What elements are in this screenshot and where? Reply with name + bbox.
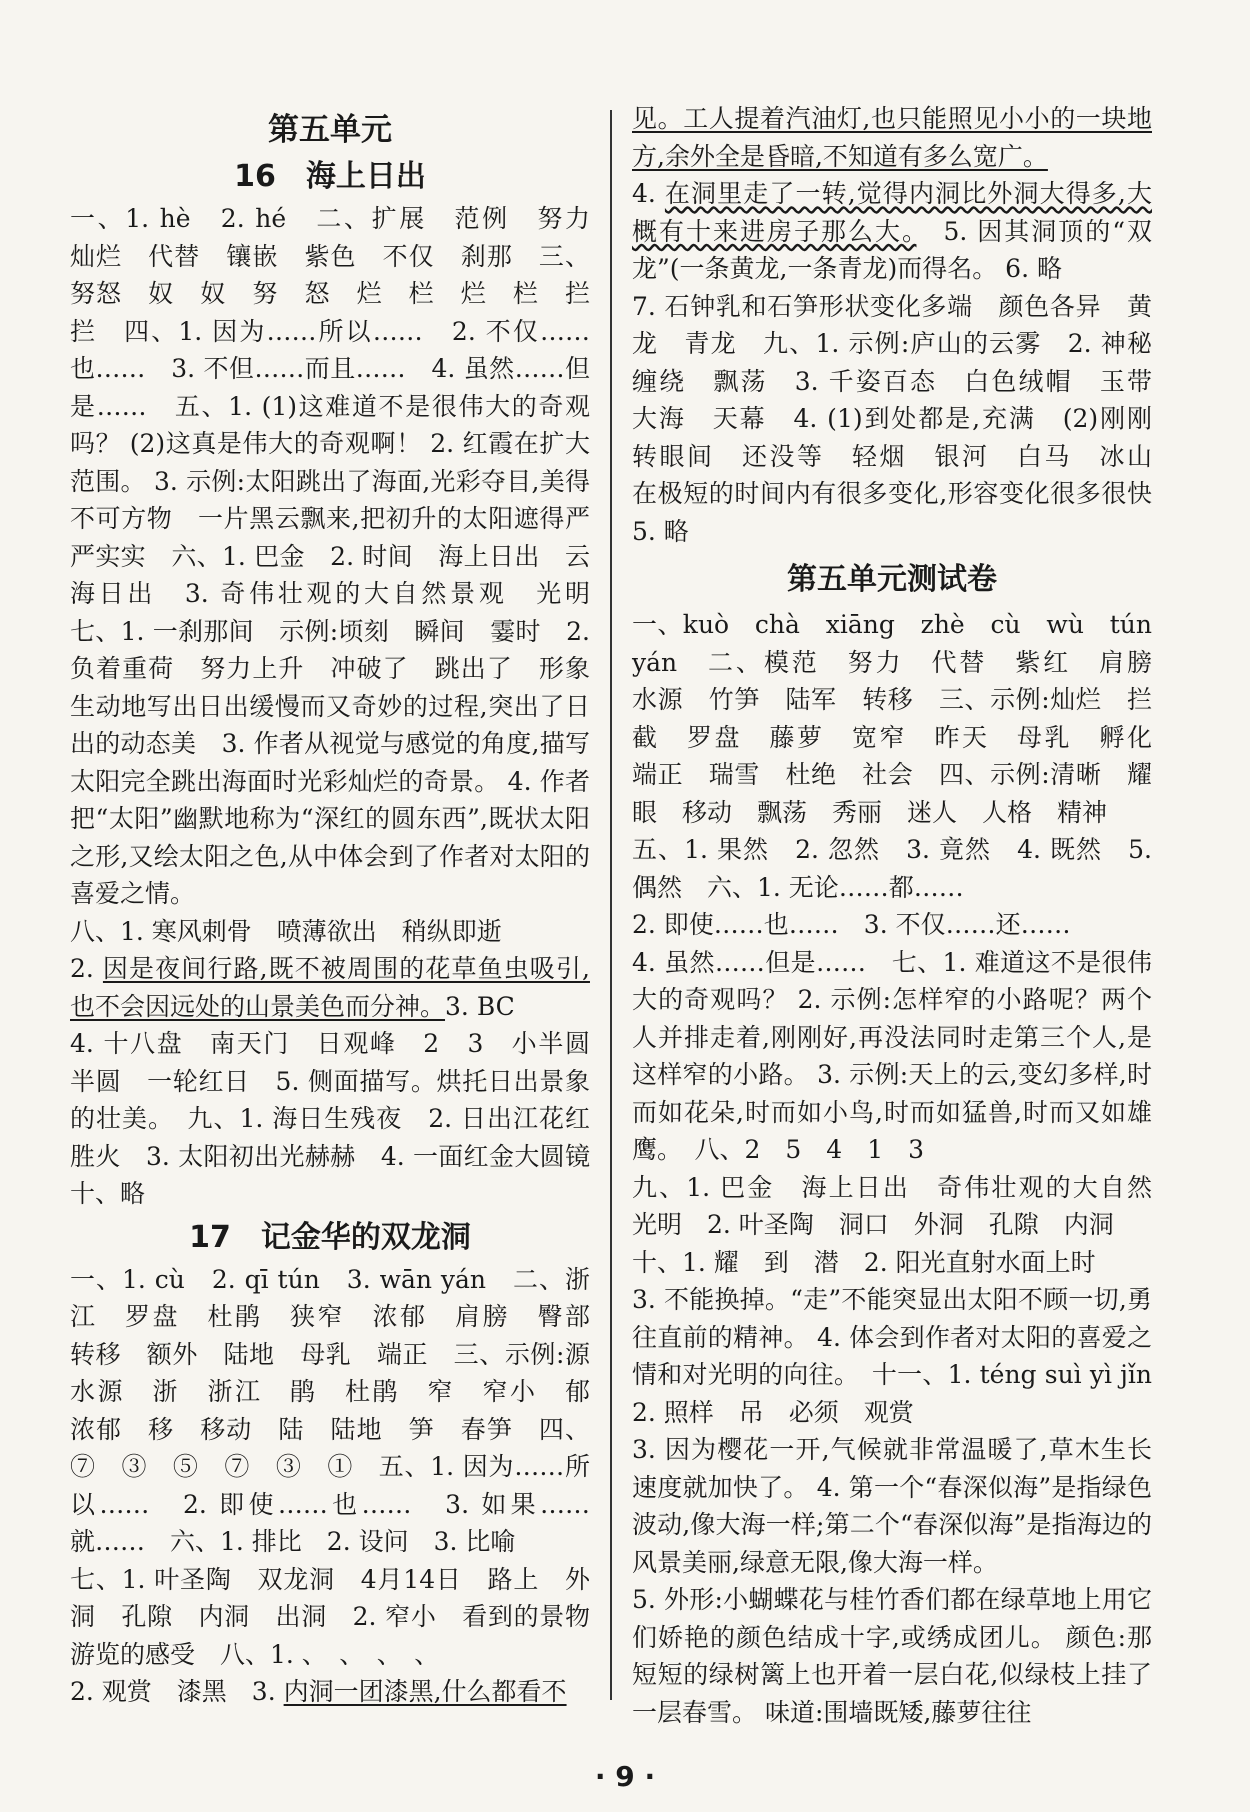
lesson-17-continued-2	[632, 175, 1152, 288]
answer-suffix: 5. 因其洞顶的“双龙”(一条黄龙,一条青龙)而得名。 6. 略	[632, 216, 1152, 283]
right-column	[632, 100, 1178, 1731]
test-answers-8: 3. 因为樱花一开,气候就非常温暖了,草木生长速度就加快了。 4. 第一个“春深似海”是指绿色波动,像大海一样;第二个“春深似海”是指海边的风景美丽,绿意无限,像大海一样。	[632, 1435, 1152, 1577]
wavy-underlined-answer: 在洞里走了一转,觉得内洞比外洞大得多,大概有十来进房子那么大。	[632, 179, 1152, 246]
test-answers-9: 5. 外形:小蝴蝶花与桂竹香们都在绿草地上用它们娇艳的颜色结成十字,或绣成团儿。 颜色:那短短的绿树篱上也开着一层白花,似绿枝上挂了一层春雪。 味道:围墙既矮,藤萝往往	[632, 1585, 1152, 1727]
underlined-answer: 因是夜间行路,既不被周围的花草鱼虫吸引,也不会因远处的山景美色而分神。	[70, 954, 590, 1021]
test-answers-1: 一、kuò chà xiāng zhè cù wù tún yán 二、模范 努力 代替 紫红 肩膀 水源 竹笋 陆军 转移 三、示例:灿烂 拦截 罗盘 藤萝 宽窄 昨天 母乳 孵化 端正 瑞雪 杜绝 社会 四、示例:清晰 耀眼 移动 飘荡 秀丽 迷人 人格 精神	[632, 610, 1178, 827]
answer-prefix: 2.	[70, 954, 103, 983]
lesson-17-answers-1: 一、1. cù 2. qī tún 3. wān yán 二、浙江 罗盘 杜鹃 狭窄 浓郁 肩膀 臀部 转移 额外 陆地 母乳 端正 三、示例:源 水源 浙 浙江 鹃 杜鹃 窄 窄小 郁 浓郁 移 移动 陆 陆地 笋 春笋 四、⑦ ③ ⑤ ⑦ ③ ① 五、1. 因为……所以…… 2. 即使……也…… 3. 如果……就…… 六、1. 排比 2. 设问 3. 比喻	[70, 1264, 616, 1556]
column-divider	[610, 110, 612, 1700]
underlined-answer: 内洞一团漆黑,什么都看不	[283, 1677, 567, 1706]
test-answers-3: 2. 即使……也…… 3. 不仅……还……	[632, 910, 1071, 939]
lesson-17-title: 17 记金华的双龙洞	[189, 1219, 471, 1255]
lesson-16-answers-1: 一、1. hè 2. hé 二、扩展 范例 努力 灿烂 代替 镶嵌 紫色 不仅 刹那 三、努怒 奴 奴 努 怒 烂 栏 烂 栏 拦 拦 四、1. 因为……所以…… 2. 不仅……也…… 3. 不但……而且…… 4. 虽然……但是…… 五、1. (1)这难道不是很伟大的奇观吗？ (2)这真是伟大的奇观啊！ 2. 红霞在扩大范围。 3. 示例:太阳跳出了海面,光彩夺目,美得不可方物 一片黑云飘来,把初升的太阳遮得严严实实 六、1. 巴金 2. 时间 海上日出 云海日出 3. 奇伟壮观的大自然景观 光明 七、1. 一刹那间 示例:顷刻 瞬间 霎时 2. 负着重荷 努力上升 冲破了 跳出了 形象生动地写出日出缓慢而又奇妙的过程,突出了日出的动态美 3. 作者从视觉与感觉的角度,描写太阳完全跳出海面时光彩灿烂的奇景。 4. 作者把“太阳”幽默地称为“深红的圆东西”,既状太阳之形,又绘太阳之色,从中体会到了作者对太阳的喜爱之情。	[70, 204, 616, 908]
unit-test-title: 第五单元测试卷	[787, 562, 997, 597]
answer-prefix: 2. 观赏 漆黑 3.	[70, 1677, 284, 1706]
lesson-16-answers-2: 八、1. 寒风刺骨 喷薄欲出 稍纵即逝	[70, 916, 502, 946]
test-answers-6: 十、1. 耀 到 潜 2. 阳光直射水面上时	[632, 1247, 1096, 1277]
lesson-17-answers-2: 七、1. 叶圣陶 双龙洞 4月14日 路上 外洞 孔隙 内洞 出洞 2. 窄小 看到的景物 游览的感受 八、1. 、 、 、 、	[70, 1564, 616, 1669]
lesson-16-answers-4: 4. 十八盘 南天门 日观峰 2 3 小半圆 半圆 一轮红日 5. 侧面描写。烘托日出景象的壮美。 九、1. 海日生残夜 2. 日出江花红胜火 3. 太阳初出光赫赫 4. 一面红金大圆镜 十、略	[70, 1029, 616, 1208]
test-answers-4: 4. 虽然……但是…… 七、1. 难道这不是很伟大的奇观吗？ 2. 示例:怎样窄的小路呢？两个人并排走着,刚刚好,再没法同时走第三个人,是这样窄的小路。 3. 示例:天上的云,变幻多样,时而如花朵,时而如小鸟,时而如猛兽,时而又如雄鹰。 八、2 5 4 1 3	[632, 947, 1152, 1164]
unit-title: 第五单元	[268, 112, 392, 148]
test-answers-5: 九、1. 巴金 海上日出 奇伟壮观的大自然 光明 2. 叶圣陶 洞口 外洞 孔隙 内洞	[632, 1172, 1178, 1239]
page-number: · 9 ·	[594, 1760, 656, 1793]
lesson-16-answers-3	[70, 950, 590, 1025]
test-answers-7: 3. 不能换掉。“走”不能突显出太阳不顾一切,勇往直前的精神。 4. 体会到作者对太阳的喜爱之情和对光明的向往。 十一、1. téng suì yì jǐn 2. 照样 吊 必须 观赏	[632, 1285, 1178, 1427]
left-column	[70, 100, 616, 1711]
underlined-answer: 见。工人提着汽油灯,也只能照见小小的一块地方,余外全是昏暗,不知道有多么宽广。	[632, 104, 1152, 171]
lesson-17-continued-3: 7. 石钟乳和石笋形状变化多端 颜色各异 黄龙 青龙 九、1. 示例:庐山的云雾 2. 神秘 缠绕 飘荡 3. 千姿百态 白色绒帽 玉带 大海 天幕 4. (1)到处都是,充满 (2)刚刚 转眼间 还没等 轻烟 银河 白马 冰山 在极短的时间内有很多变化,形容变化很多很快 5. 略	[632, 291, 1178, 546]
answer-suffix: 3. BC	[445, 991, 515, 1021]
answer-prefix: 4.	[632, 179, 665, 208]
lesson-17-answers-3	[70, 1673, 590, 1711]
test-answers-2: 五、1. 果然 2. 忽然 3. 竟然 4. 既然 5. 偶然 六、1. 无论……都……	[632, 835, 1152, 902]
lesson-17-continued-1	[632, 100, 1152, 175]
lesson-16-title: 16 海上日出	[234, 159, 426, 194]
